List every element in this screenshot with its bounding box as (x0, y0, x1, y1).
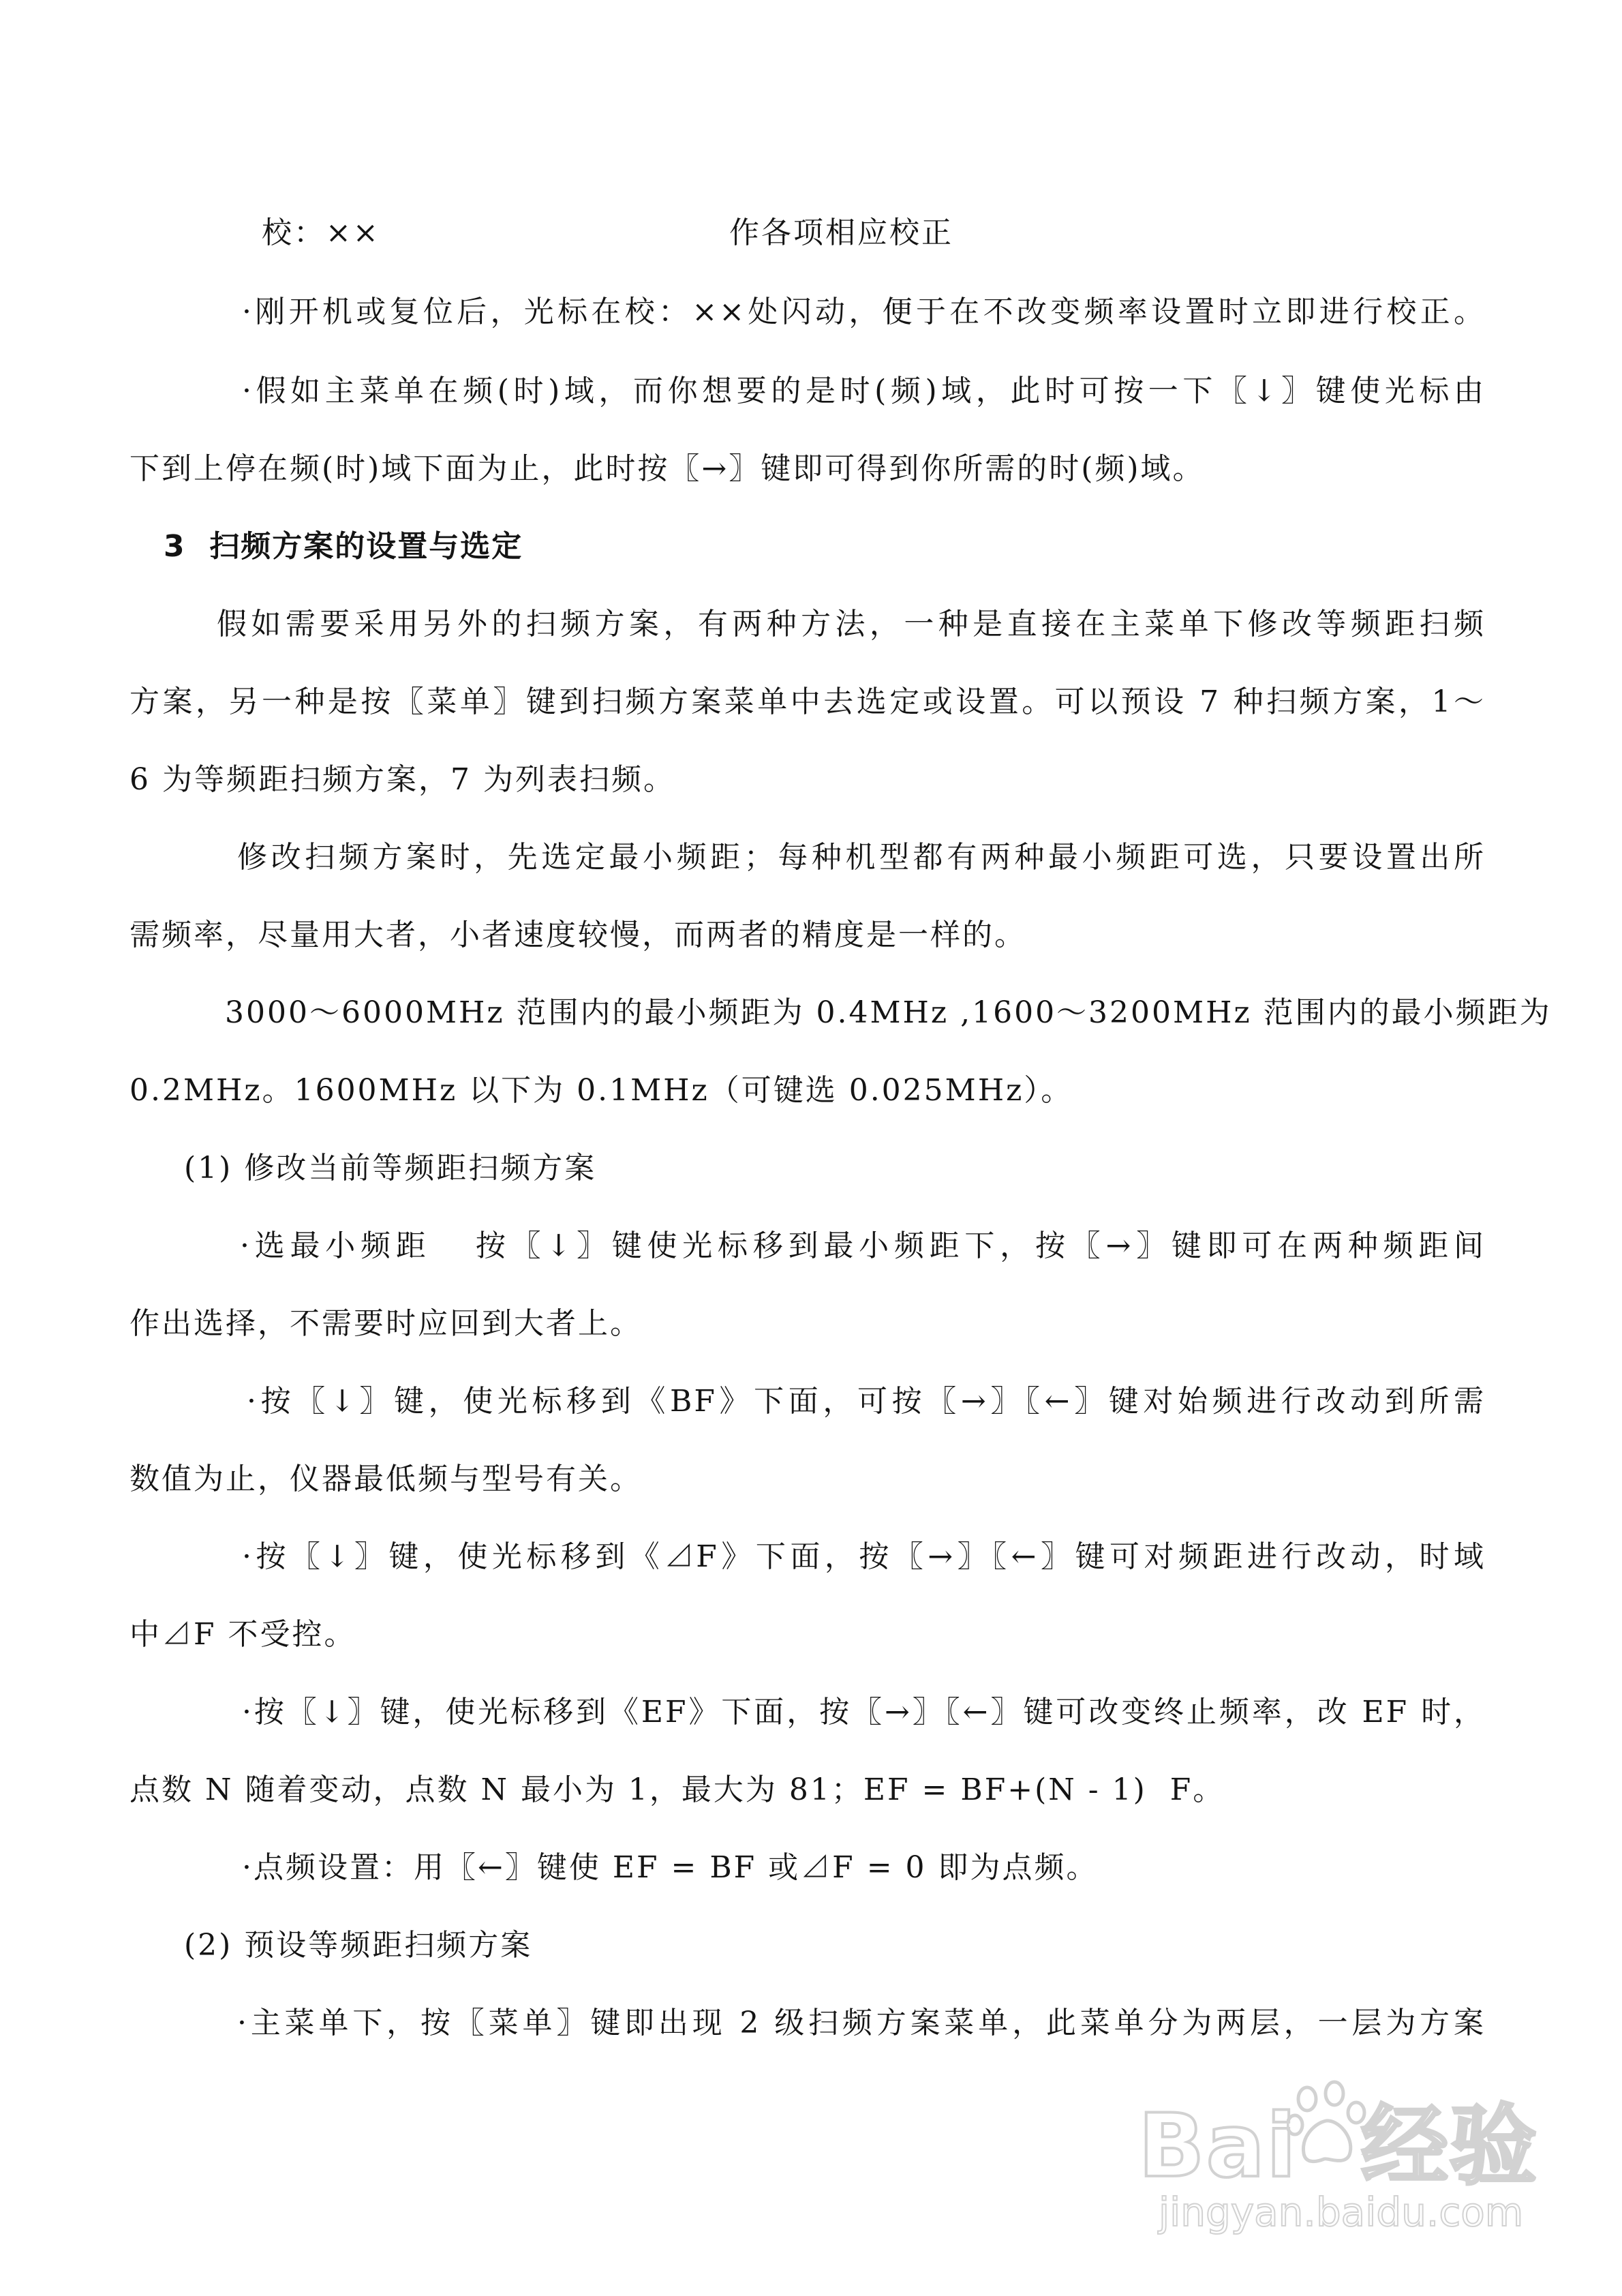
bullet-bf-line-2: 数值为止，仪器最低频与型号有关。 (129, 1462, 642, 1496)
paragraph-1-line-2: 方案，另一种是按〖菜单〗键到扫频方案菜单中去选定或设置。可以预设 7 种扫频方案，1～ (129, 684, 1486, 719)
baidu-jingyan-watermark (1138, 2055, 1538, 2260)
paragraph-1-line-3: 6 为等频距扫频方案，7 为列表扫频。 (129, 762, 675, 797)
line-calibration-desc: 作各项相应校正 (729, 215, 953, 250)
bullet-min-step-line-2: 作出选择，不需要时应回到大者上。 (129, 1306, 642, 1341)
bullet-reset-cursor: ·刚开机或复位后，光标在校：××处闪动，便于在不改变频率设置时立即进行校正。 (242, 294, 1486, 329)
paragraph-3-line-2: 0.2MHz。1600MHz 以下为 0.1MHz（可键选 0.025MHz）。 (129, 1073, 1073, 1108)
paragraph-2-line-1: 修改扫频方案时，先选定最小频距；每种机型都有两种最小频距可选，只要设置出所 (237, 840, 1486, 875)
bullet-ef-line-2: 点数 N 随着变动，点数 N 最小为 1，最大为 81；EF = BF+(N - 1) F。 (129, 1772, 1225, 1807)
line-calibration-label: 校：×× (262, 215, 380, 250)
bullet-point-frequency: ·点频设置：用〖←〗键使 EF = BF 或⊿F = 0 即为点频。 (242, 1850, 1099, 1885)
subsection-heading-2: (2) 预设等频距扫频方案 (184, 1928, 533, 1963)
paragraph-2-line-2: 需频率，尽量用大者，小者速度较慢，而两者的精度是一样的。 (129, 918, 1026, 952)
subsection-heading-1: (1) 修改当前等频距扫频方案 (184, 1151, 597, 1185)
watermark-url: jingyan.baidu.com (1159, 2189, 1524, 2235)
bullet-domain-switch-2: 下到上停在频(时)域下面为止，此时按〖→〗键即可得到你所需的时(频)域。 (129, 451, 1205, 486)
paw-icon (1287, 2079, 1368, 2167)
bullet-bf-line-1: ·按〖↓〗键，使光标移到《BF》下面，可按〖→〗〖←〗键对始频进行改动到所需 (247, 1384, 1486, 1419)
bullet-min-step-line-1: ·选最小频距 按〖↓〗键使光标移到最小频距下，按〖→〗键即可在两种频距间 (240, 1228, 1486, 1263)
section-heading-3: 3 扫频方案的设置与选定 (164, 529, 523, 564)
watermark-logo-text: Bai 经验 (1138, 2096, 1538, 2197)
bullet-preset-menu: ·主菜单下，按〖菜单〗键即出现 2 级扫频方案菜单，此菜单分为两层，一层为方案 (237, 2006, 1486, 2040)
paragraph-1-line-1: 假如需要采用另外的扫频方案，有两种方法，一种是直接在主菜单下修改等频距扫频 (217, 607, 1486, 641)
paragraph-3-line-1: 3000～6000MHz 范围内的最小频距为 0.4MHz ,1600～3200MHz 范围内的最小频距为 (225, 995, 1552, 1030)
bullet-delta-f-line-1: ·按〖↓〗键，使光标移到《⊿F》下面，按〖→〗〖←〗键可对频距进行改动，时域 (242, 1539, 1486, 1574)
bullet-delta-f-line-2: 中⊿F 不受控。 (129, 1617, 356, 1652)
bullet-ef-line-1: ·按〖↓〗键，使光标移到《EF》下面，按〖→〗〖←〗键可改变终止频率，改 EF 时， (242, 1695, 1486, 1729)
bullet-domain-switch-1: ·假如主菜单在频(时)域，而你想要的是时(频)域，此时可按一下〖↓〗键使光标由 (242, 374, 1486, 408)
